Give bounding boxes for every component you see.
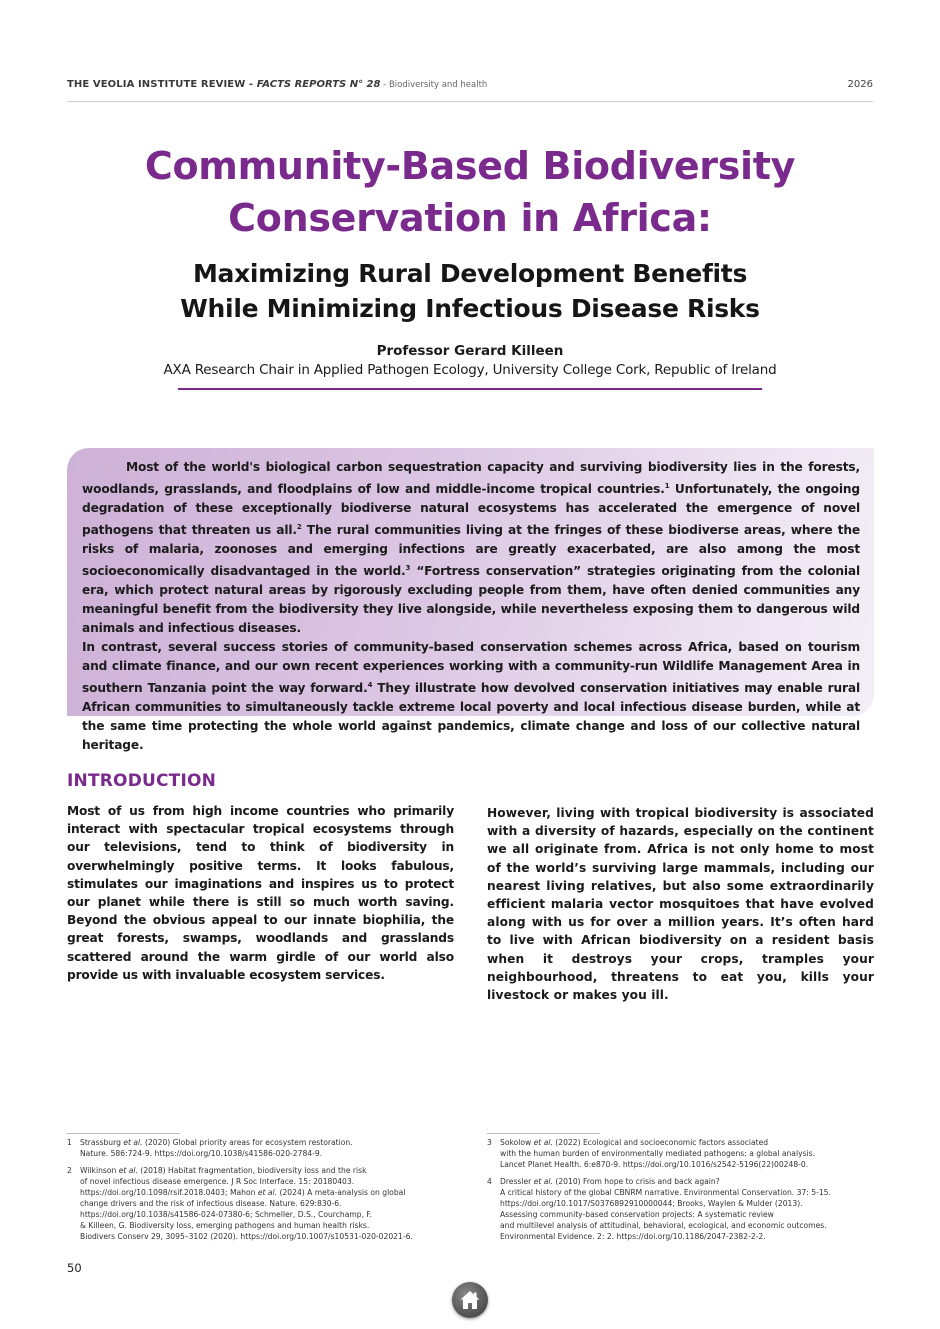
abstract-paragraph-2: In contrast, several success stories of community-based conservation schemes across Africa, based on tourism and climate finance, and our own recent experiences working with a community-run Wildlife Management Area in southern Tanzania point the way forward.$^4$ They illustrate how devolved conservation initiatives may enable rural African communities to simultaneously tackle extreme local poverty and local infectious disease burden, while at the same time protecting the whole world against pandemics, climate change and loss of our collective natural heritage. xyxy=(82,640,860,753)
article-title xyxy=(70,140,870,244)
footnote-4-link[interactable]: https://doi.org/10.1017/S0376892910000044; Brooks, Waylen & Mulder (2013). xyxy=(500,1199,803,1208)
footnote-1-link[interactable]: Nature. 586:724-9. https://doi.org/10.1038/s41586-020-2784-9. xyxy=(80,1149,323,1158)
title-line-2: Conservation in Africa: xyxy=(228,196,712,240)
home-icon xyxy=(459,1289,481,1311)
footnote-3-link[interactable]: Lancet Planet Health. 6:e870-9. https://doi.org/10.1016/s2542-5196(22)00248-0. xyxy=(500,1160,809,1169)
footnote-4: 4 Dressler et al. (2010) From hope to crisis and back again? A critical history of the global CBNRM narrative. Environmental Conservation. 37: 5-15. https://doi.org/10.1017/S0376892910000044; Brooks, Waylen & Mulder (2013). Assessing community-based conservation projects: A systematic review and multilevel analysis of attitudinal, behavioral, ecological, and economic outcomes. Environmental Evidence. 2: 2. https://doi.org/10.1186/2047-2382-2-2. xyxy=(487,1176,877,1242)
abstract-box xyxy=(67,448,874,753)
footnote-divider-left xyxy=(67,1133,180,1134)
series-name: FACTS REPORTS N° 28 xyxy=(256,79,381,90)
section-heading-introduction: INTRODUCTION xyxy=(67,771,217,791)
footnotes-right xyxy=(487,1137,877,1248)
author-affiliation: AXA Research Chair in Applied Pathogen Ecology, University College Cork, Republic of Ireland xyxy=(163,362,777,378)
intro-column-left xyxy=(67,802,454,984)
issue-topic: - Biodiversity and health xyxy=(380,80,488,90)
footnote-2: 2 Wilkinson et al. (2018) Habitat fragmentation, biodiversity loss and the risk of novel infectious disease emergence. J R Soc Interface. 15: 20180403. https://doi.org/10.1098/rsif.2018.0403; Mahon et al. (2024) A meta-analysis on global change drivers and the risk of infectious disease. Nature. 629:830-6. https://doi.org/10.1038/s41586-024-07380-6; Schmeller, D.S., Courchamp, F. & Killeen, G. Biodiversity loss, emerging pathogens and human health risks. Biodivers Conserv 29, 3095–3102 (2020). https://doi.org/10.1007/s10531-020-02021-6. xyxy=(67,1165,457,1242)
subtitle-line-1: Maximizing Rural Development Benefits xyxy=(192,259,748,288)
footnote-3: 3 Sokolow et al. (2022) Ecological and socioeconomic factors associated with the human burden of environmentally mediated pathogens: a global analysis. Lancet Planet Health. 6:e870-9. https://doi.org/10.1016/s2542-5196(22)00248-0. xyxy=(487,1137,877,1170)
article-subtitle xyxy=(70,256,870,326)
subtitle-line-2: While Minimizing Infectious Disease Risks xyxy=(180,294,760,323)
intro-paragraph-right: However, living with tropical biodiversity is associated with a diversity of hazards, especially on the continent we all originate from. Africa is not only home to most of the world’s surviving large mammals, including our nearest living relatives, but also some extraordinarily efficient malaria vector mosquitoes that have evolved along with us for over a million years. It’s often hard to live with African biodiversity on a resident basis when it destroys your crops, tramples your neighbourhood, threatens to eat you, kills your livestock or makes you ill. xyxy=(487,806,874,1003)
journal-name: THE VEOLIA INSTITUTE REVIEW - xyxy=(67,79,257,90)
header-year: 2026 xyxy=(847,79,873,90)
title-line-1: Community-Based Biodiversity xyxy=(144,144,796,188)
footnote-number: 4 xyxy=(487,1177,492,1186)
footnote-ref-1[interactable]: 1 xyxy=(664,482,670,490)
footnote-number: 2 xyxy=(67,1166,72,1175)
footnote-ref-4[interactable]: 4 xyxy=(367,681,373,690)
footnote-1: 1 Strassburg et al. (2020) Global priority areas for ecosystem restoration. Nature. 586:724-9. https://doi.org/10.1038/s41586-020-2784-9. xyxy=(67,1137,457,1159)
intro-paragraph-left: Most of us from high income countries who primarily interact with spectacular tropical ecosystems through our televisions, tend to think of biodiversity in overwhelmingly positive terms. It looks fabulous, stimulates our imaginations and inspires us to protect our planet while there is still so much worth saving. Beyond the obvious appeal to our innate biophilia, the great forests, swamps, woodlands and grasslands scattered around the warm girdle of our world also provide us with invaluable ecosystem services. xyxy=(67,804,454,982)
author-name: Professor Gerard Killeen xyxy=(376,343,564,359)
footnotes-left xyxy=(67,1137,457,1248)
footnote-ref-3[interactable]: 3 xyxy=(405,564,411,573)
footnote-number: 3 xyxy=(487,1138,492,1147)
intro-column-right xyxy=(487,804,874,1004)
footnote-ref-2[interactable]: 2 xyxy=(296,523,302,532)
footnote-2-link: https://doi.org/10.1098/rsif.2018.0403; Mahon et al. (2024) A meta-analysis on global xyxy=(80,1188,406,1197)
abstract-paragraph-1: Most of the world's biological carbon sequestration capacity and surviving biodiversity lies in the forests, woodlands, grasslands, and floodplains of low and middle-income tropical countries.$^1$ Unfortunately, the ongoing degradation of these exceptionally biodiverse natural ecosystems has accelerated the emergence of novel pathogens that threaten us all.$^2$ The rural communities living at the fringes of these biodiverse areas, where the risks of malaria, zoonoses and emerging infections are greatly exacerbated, are also among the most socioeconomically disadvantaged in the world.$^3$ “Fortress conservation” strategies originating from the colonial era, which protect natural areas by rigorously excluding people from them, have often denied communities any meaningful benefit from the biodiversity they live alongside, while nevertheless exposing them to dangerous wild animals and infectious diseases. xyxy=(82,460,861,636)
title-divider xyxy=(178,388,762,390)
home-button[interactable] xyxy=(452,1282,488,1318)
page-number: 50 xyxy=(67,1261,82,1275)
footnote-number: 1 xyxy=(67,1138,72,1147)
footnote-divider-right xyxy=(487,1133,600,1134)
running-header xyxy=(67,79,873,102)
